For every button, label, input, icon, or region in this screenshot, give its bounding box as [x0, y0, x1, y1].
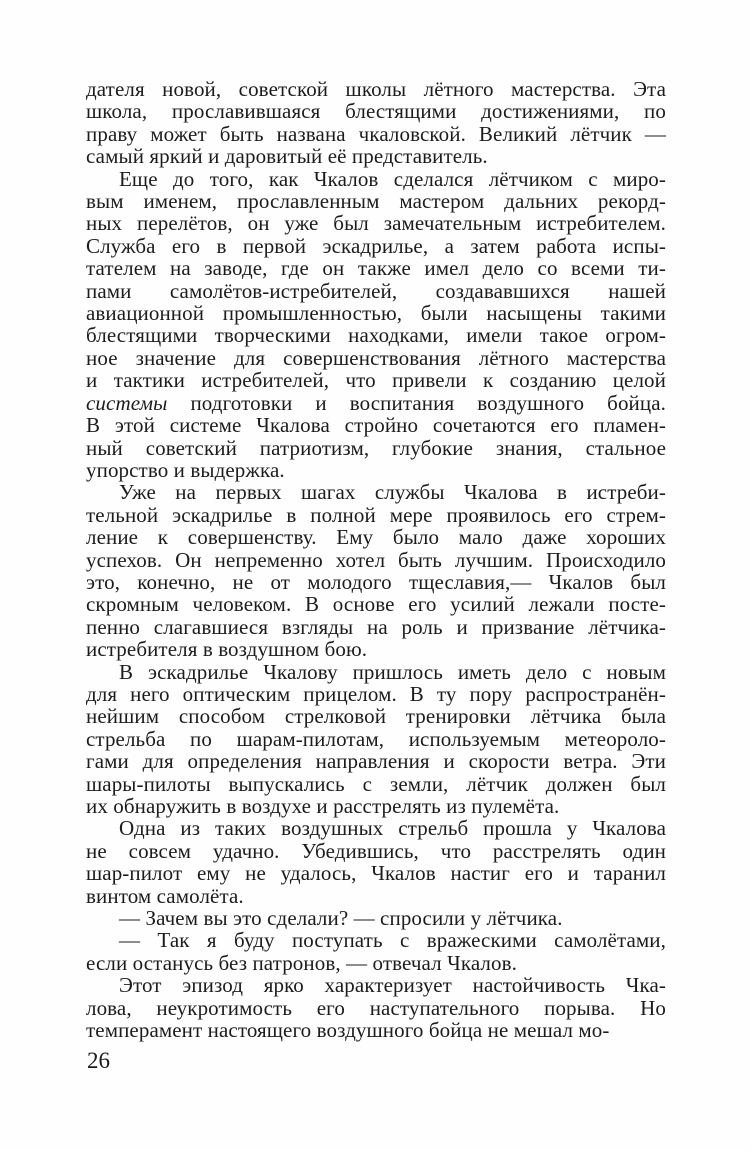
- text-line: системы подготовки и воспитания воздушного бойца.: [86, 390, 666, 415]
- text-line: школа, прославившаяся блестящими достижениями, по: [86, 99, 666, 124]
- text-line: если останусь без патронов, — отвечал Чкалов.: [86, 950, 517, 975]
- text-line: вым именем, прославленным мастером дальних рекорд-: [86, 189, 666, 214]
- text-line: пенно слагавшиеся взгляды на роль и призвание лётчика-: [86, 614, 666, 639]
- body-text: [86, 78, 666, 1041]
- paragraph: [86, 907, 666, 929]
- paragraph: [86, 929, 666, 974]
- paragraph: [86, 481, 666, 660]
- paragraph: [86, 78, 666, 168]
- text-line: успехов. Он непременно хотел быть лучшим. Происходило: [86, 547, 666, 572]
- text-line: стрельба по шарам-пилотам, используемым метеороло-: [86, 726, 666, 751]
- text-line: темперамент настоящего воздушного бойца не мешал мо-: [86, 1018, 610, 1043]
- emphasized-word: системы: [86, 390, 168, 415]
- text-line: гами для определения направления и скорости ветра. Эти: [86, 749, 666, 774]
- text-line: тельной эскадрилье в полной мере проявилось его стрем-: [86, 502, 666, 527]
- text-line: Этот эпизод ярко характеризует настойчивость Чка-: [119, 973, 666, 998]
- text-line: праву может быть названа чкаловской. Великий лётчик —: [86, 121, 666, 146]
- text-line: — Зачем вы это сделали? — спросили у лётчика.: [119, 906, 563, 931]
- text-line: ный советский патриотизм, глубокие знания, стальное: [86, 435, 666, 460]
- text-line: шар-пилот ему не удалось, Чкалов настиг его и таранил: [86, 861, 666, 886]
- text-line: не совсем удачно. Убедившись, что расстрелять один: [86, 838, 666, 863]
- text-line: В эскадрилье Чкалову пришлось иметь дело с новым: [119, 659, 666, 684]
- page-number: 26: [87, 1048, 110, 1073]
- text-line: ление к совершенству. Ему было мало даже хороших: [86, 525, 666, 550]
- text-line: Служба его в первой эскадрилье, а затем работа испы-: [86, 233, 666, 258]
- text-line: истребителя в воздушном бою.: [86, 637, 368, 662]
- text-line: их обнаружить в воздухе и расстрелять из пулемёта.: [86, 794, 560, 818]
- paragraph: [86, 974, 666, 1041]
- text-line: шары-пилоты выпускались с земли, лётчик должен был: [86, 771, 666, 796]
- text-line: ных перелётов, он уже был замечательным истребителем.: [86, 211, 666, 236]
- text-line: — Так я буду поступать с вражескими самолётами,: [119, 928, 666, 953]
- text-line: это, конечно, не от молодого тщеславия,— Чкалов был: [86, 569, 666, 594]
- text-line: блестящими творческими находками, имели такое огром-: [86, 323, 666, 348]
- paragraph: [86, 168, 666, 482]
- text-line: скромным человеком. В основе его усилий лежали посте-: [86, 592, 666, 617]
- text-line: Еще до того, как Чкалов сделался лётчиком с миро-: [119, 166, 666, 191]
- text-line: для него оптическим прицелом. В ту пору распространён-: [86, 681, 666, 706]
- text-line: тателем на заводе, где он также имел дело со всеми ти-: [86, 256, 666, 281]
- text-line: пами самолётов-истребителей, создававшихся нашей: [86, 278, 666, 303]
- text-line: лова, неукротимость его наступательного порыва. Но: [86, 995, 666, 1020]
- text-line: упорство и выдержка.: [86, 457, 285, 482]
- paragraph: [86, 661, 666, 818]
- text-line: дателя новой, советской школы лётного мастерства. Эта: [86, 77, 666, 101]
- text-line: В этой системе Чкалова стройно сочетаются его пламен-: [86, 413, 666, 438]
- text-line: винтом самолёта.: [86, 883, 244, 908]
- paragraph: [86, 817, 666, 907]
- text-line: нейшим способом стрелковой тренировки лётчика была: [86, 704, 666, 729]
- text-line: Одна из таких воздушных стрельб прошла у Чкалова: [119, 816, 666, 841]
- text-line: самый яркий и даровитый её представитель.: [86, 144, 488, 169]
- text-line: и тактики истребителей, что привели к созданию целой: [86, 368, 666, 393]
- text-line: Уже на первых шагах службы Чкалова в истреби-: [119, 480, 666, 505]
- text-line: авиационной промышленностью, были насыщены такими: [86, 301, 666, 326]
- text-line: ное значение для совершенствования лётного мастерства: [86, 345, 666, 370]
